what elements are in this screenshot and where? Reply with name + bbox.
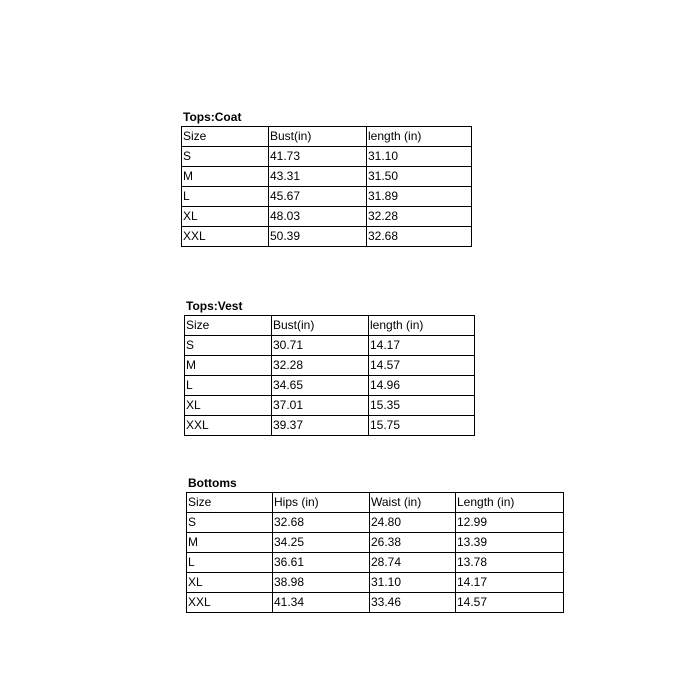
table-cell: 32.28 (367, 207, 472, 227)
table-row (185, 416, 475, 436)
table-cell: 34.25 (273, 533, 370, 553)
table-cell: 32.28 (272, 356, 369, 376)
table-cell: 43.31 (269, 167, 367, 187)
bottoms-size-table (186, 492, 564, 613)
table-header-cell: Size (187, 493, 273, 513)
table-cell: XL (187, 573, 273, 593)
coat-table-title: Tops:Coat (183, 110, 242, 124)
table-cell: 39.37 (272, 416, 369, 436)
table-cell: S (187, 513, 273, 533)
table-cell: S (182, 147, 269, 167)
table-cell: 32.68 (273, 513, 370, 533)
table-header-cell: Bust(in) (269, 127, 367, 147)
table-row (182, 167, 472, 187)
table-cell: 34.65 (272, 376, 369, 396)
table-row (185, 376, 475, 396)
table-row (187, 553, 564, 573)
table-cell: 33.46 (370, 593, 456, 613)
table-header-cell: Size (182, 127, 269, 147)
bottoms-table-title: Bottoms (188, 476, 237, 490)
table-cell: M (182, 167, 269, 187)
table-header-row (187, 493, 564, 513)
table-cell: M (187, 533, 273, 553)
table-row (185, 356, 475, 376)
table-cell: 12.99 (456, 513, 564, 533)
table-cell: 31.10 (370, 573, 456, 593)
vest-size-table (184, 315, 475, 436)
coat-size-table (181, 126, 472, 247)
table-row (182, 207, 472, 227)
table-cell: 41.34 (273, 593, 370, 613)
table-cell: 30.71 (272, 336, 369, 356)
table-cell: 37.01 (272, 396, 369, 416)
table-cell: 13.78 (456, 553, 564, 573)
table-cell: 14.57 (369, 356, 475, 376)
table-header-cell: Waist (in) (370, 493, 456, 513)
table-cell: 13.39 (456, 533, 564, 553)
table-cell: 15.75 (369, 416, 475, 436)
table-cell: S (185, 336, 272, 356)
vest-table-title: Tops:Vest (186, 299, 243, 313)
table-cell: 38.98 (273, 573, 370, 593)
table-row (187, 533, 564, 553)
table-cell: 31.10 (367, 147, 472, 167)
table-cell: XL (185, 396, 272, 416)
table-cell: 28.74 (370, 553, 456, 573)
table-cell: 31.50 (367, 167, 472, 187)
table-cell: XXL (185, 416, 272, 436)
table-header-cell: length (in) (369, 316, 475, 336)
table-header-cell: length (in) (367, 127, 472, 147)
table-cell: 48.03 (269, 207, 367, 227)
table-cell: XL (182, 207, 269, 227)
table-cell: 45.67 (269, 187, 367, 207)
table-row (182, 227, 472, 247)
table-cell: 32.68 (367, 227, 472, 247)
table-row (182, 187, 472, 207)
table-row (185, 396, 475, 416)
table-row (187, 513, 564, 533)
table-header-cell: Size (185, 316, 272, 336)
table-row (187, 593, 564, 613)
table-header-row (182, 127, 472, 147)
table-row (185, 336, 475, 356)
table-cell: 14.57 (456, 593, 564, 613)
table-header-cell: Length (in) (456, 493, 564, 513)
table-cell: XXL (182, 227, 269, 247)
table-cell: 50.39 (269, 227, 367, 247)
vest-size-chart (184, 299, 475, 436)
table-cell: 14.96 (369, 376, 475, 396)
table-cell: L (185, 376, 272, 396)
table-row (187, 573, 564, 593)
table-cell: XXL (187, 593, 273, 613)
table-cell: 36.61 (273, 553, 370, 573)
table-row (182, 147, 472, 167)
table-cell: 14.17 (456, 573, 564, 593)
table-header-row (185, 316, 475, 336)
table-header-cell: Hips (in) (273, 493, 370, 513)
bottoms-size-chart (186, 476, 564, 613)
table-cell: M (185, 356, 272, 376)
table-cell: 41.73 (269, 147, 367, 167)
table-cell: L (182, 187, 269, 207)
table-cell: 26.38 (370, 533, 456, 553)
table-cell: L (187, 553, 273, 573)
table-cell: 15.35 (369, 396, 475, 416)
table-header-cell: Bust(in) (272, 316, 369, 336)
table-cell: 14.17 (369, 336, 475, 356)
table-cell: 31.89 (367, 187, 472, 207)
coat-size-chart (181, 110, 472, 247)
table-cell: 24.80 (370, 513, 456, 533)
